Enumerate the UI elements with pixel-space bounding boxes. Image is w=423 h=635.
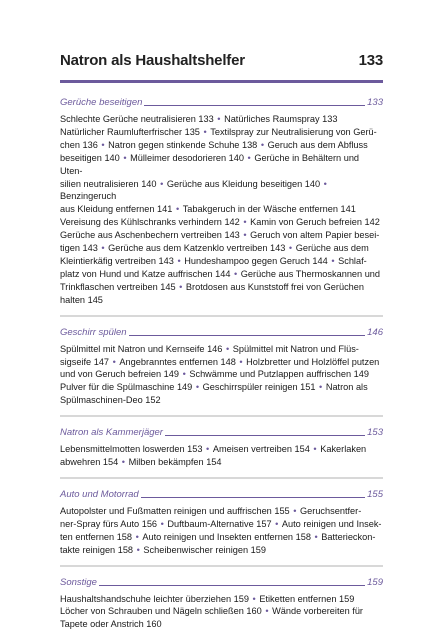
- page-header: [60, 52, 383, 78]
- entry-line: tigen 143 • Gerüche aus dem Katzenklo vertreiben 143 • Gerüche aus dem: [60, 243, 369, 254]
- section-page-number: 159: [367, 576, 383, 588]
- entry-line: sigseife 147 • Angebranntes entfernen 148 • Holzbretter und Holzlöffel putzen: [60, 356, 380, 367]
- bullet-separator: •: [157, 178, 166, 189]
- section-title: Auto und Motorrad: [60, 488, 139, 500]
- section-leader-line: [144, 105, 365, 106]
- entry-line: takte reinigen 158 • Scheibenwischer reinigen 159: [60, 544, 266, 555]
- section-title: Sonstige: [60, 576, 97, 588]
- entry-line: chen 136 • Natron gegen stinkende Schuhe 138 • Geruch aus dem Abfluss: [60, 139, 368, 150]
- entry-line: Haushaltshandschuhe leichter überziehen 159 • Etiketten entfernen 159: [60, 593, 355, 604]
- entry-line: Autopolster und Fußmatten reinigen und auffrischen 155 • Geruchsentfer-: [60, 505, 362, 516]
- bullet-separator: •: [200, 126, 210, 137]
- entry-line: platz von Hund und Katze auffrischen 144 • Gerüche aus Thermoskannen und: [60, 268, 381, 279]
- entry-line: Tapete oder Anstrich 160: [60, 619, 162, 630]
- section-leader-line: [165, 435, 365, 436]
- entry-line: abwehren 154 • Milben bekämpfen 154: [60, 457, 222, 468]
- bullet-separator: •: [250, 593, 259, 604]
- bullet-separator: •: [316, 382, 325, 393]
- bullet-separator: •: [110, 356, 119, 367]
- section-separator: [60, 561, 383, 567]
- bullet-separator: •: [286, 243, 295, 254]
- section-title: Gerüche beseitigen: [60, 97, 143, 108]
- entry-line: Schlechte Gerüche neutralisieren 133 • Natürliches Raumspray 133: [60, 114, 338, 124]
- entry-line: Natürlicher Raumlufterfrischer 135 • Textilspray zur Neutralisierung von Gerü-: [60, 126, 377, 137]
- bullet-separator: •: [158, 518, 167, 529]
- entry-line: Spülmittel mit Natron und Kernseife 146 • Spülmittel mit Natron und Flüs-: [60, 343, 359, 354]
- section-page-number: 153: [367, 427, 383, 439]
- section-page-number: 155: [367, 488, 383, 500]
- section-entries: [60, 443, 383, 473]
- bullet-separator: •: [133, 531, 142, 542]
- section-heading[interactable]: [60, 489, 383, 500]
- entry-line: Vereisung des Kühlschranks verhindern 142 • Kamin von Geruch befreien 142: [60, 217, 380, 228]
- header-rule: [60, 80, 383, 83]
- bullet-separator: •: [134, 544, 143, 555]
- bullet-separator: •: [240, 217, 250, 228]
- bullet-separator: •: [180, 369, 189, 380]
- section-separator: [60, 311, 383, 317]
- entry-line: Pulver für die Spülmaschine 149 • Geschirrspüler reinigen 151 • Natron als: [60, 382, 368, 393]
- entry-line: ner-Spray fürs Auto 156 • Duftbaum-Alternative 157 • Auto reinigen und Insek-: [60, 518, 382, 529]
- bullet-separator: •: [173, 204, 182, 215]
- bullet-separator: •: [310, 444, 320, 455]
- entry-line: aus Kleidung entfernen 141 • Tabakgeruch in der Wäsche entfernen 141: [60, 204, 356, 215]
- section-separator: [60, 473, 383, 479]
- bullet-separator: •: [119, 457, 128, 468]
- bullet-separator: •: [223, 343, 232, 354]
- bullet-separator: •: [245, 152, 254, 163]
- section-page-number: 146: [367, 326, 383, 338]
- section-leader-line: [99, 585, 365, 586]
- bullet-separator: •: [214, 114, 224, 124]
- bullet-separator: •: [176, 281, 185, 292]
- bullet-separator: •: [240, 230, 250, 241]
- entry-line: Kleintierkäfig vertreiben 143 • Hundeshampoo gegen Geruch 144 • Schlaf-: [60, 255, 367, 266]
- section-heading[interactable]: [60, 327, 383, 338]
- entry-line: silien neutralisieren 140 • Gerüche aus Kleidung beseitigen 140 • Benzingeruch: [60, 178, 327, 202]
- bullet-separator: •: [174, 255, 184, 266]
- section-leader-line: [141, 497, 365, 498]
- entry-line: Gerüche aus Aschenbechern vertreiben 143 • Geruch von altem Papier besei-: [60, 230, 380, 241]
- section-separator: [60, 411, 383, 417]
- section-title: Geschirr spülen: [60, 326, 127, 338]
- section-entries: [60, 505, 383, 561]
- entry-line: Trinkflaschen vertreiben 145 • Brotdosen aus Kunststoff frei von Gerüchen: [60, 281, 364, 292]
- section-entries: [60, 343, 383, 412]
- bullet-separator: •: [290, 505, 299, 516]
- bullet-separator: •: [311, 531, 321, 542]
- section-heading[interactable]: [60, 97, 383, 108]
- bullet-separator: •: [321, 178, 327, 189]
- bullet-separator: •: [98, 139, 108, 150]
- bullet-separator: •: [328, 255, 338, 266]
- section-entries: [60, 113, 383, 311]
- entry-line: Lebensmittelmotten loswerden 153 • Ameisen vertreiben 154 • Kakerlaken: [60, 444, 367, 455]
- page-number: 133: [358, 52, 383, 69]
- section-page-number: 133: [367, 97, 383, 108]
- bullet-separator: •: [120, 152, 130, 163]
- bullet-separator: •: [236, 356, 246, 367]
- bullet-separator: •: [203, 444, 212, 455]
- entry-line: Spülmaschinen-Deo 152: [60, 395, 161, 406]
- bullet-separator: •: [231, 268, 240, 279]
- bullet-separator: •: [272, 518, 281, 529]
- entry-line: und von Geruch befreien 149 • Schwämme und Putzlappen auffrischen 149: [60, 369, 369, 380]
- bullet-separator: •: [262, 606, 272, 617]
- page: [60, 52, 383, 635]
- entry-line: halten 145: [60, 294, 103, 305]
- entry-line: beseitigen 140 • Mülleimer desodorieren 140 • Gerüche in Behältern und Uten-: [60, 152, 360, 176]
- bullet-separator: •: [193, 382, 202, 393]
- entry-line: ten entfernen 158 • Auto reinigen und Insekten entfernen 158 • Batterieckon-: [60, 531, 376, 542]
- toc-sections: [60, 97, 383, 635]
- bullet-separator: •: [258, 139, 267, 150]
- chapter-title: Natron als Haushaltshelfer: [60, 52, 245, 69]
- section-heading[interactable]: [60, 427, 383, 438]
- section-title: Natron als Kammerjäger: [60, 427, 163, 439]
- bullet-separator: •: [98, 243, 108, 254]
- section-leader-line: [129, 335, 366, 336]
- section-entries: [60, 593, 383, 635]
- entry-line: Löcher von Schrauben und Nägeln schließen 160 • Wände vorbereiten für: [60, 606, 363, 617]
- section-heading[interactable]: [60, 577, 383, 588]
